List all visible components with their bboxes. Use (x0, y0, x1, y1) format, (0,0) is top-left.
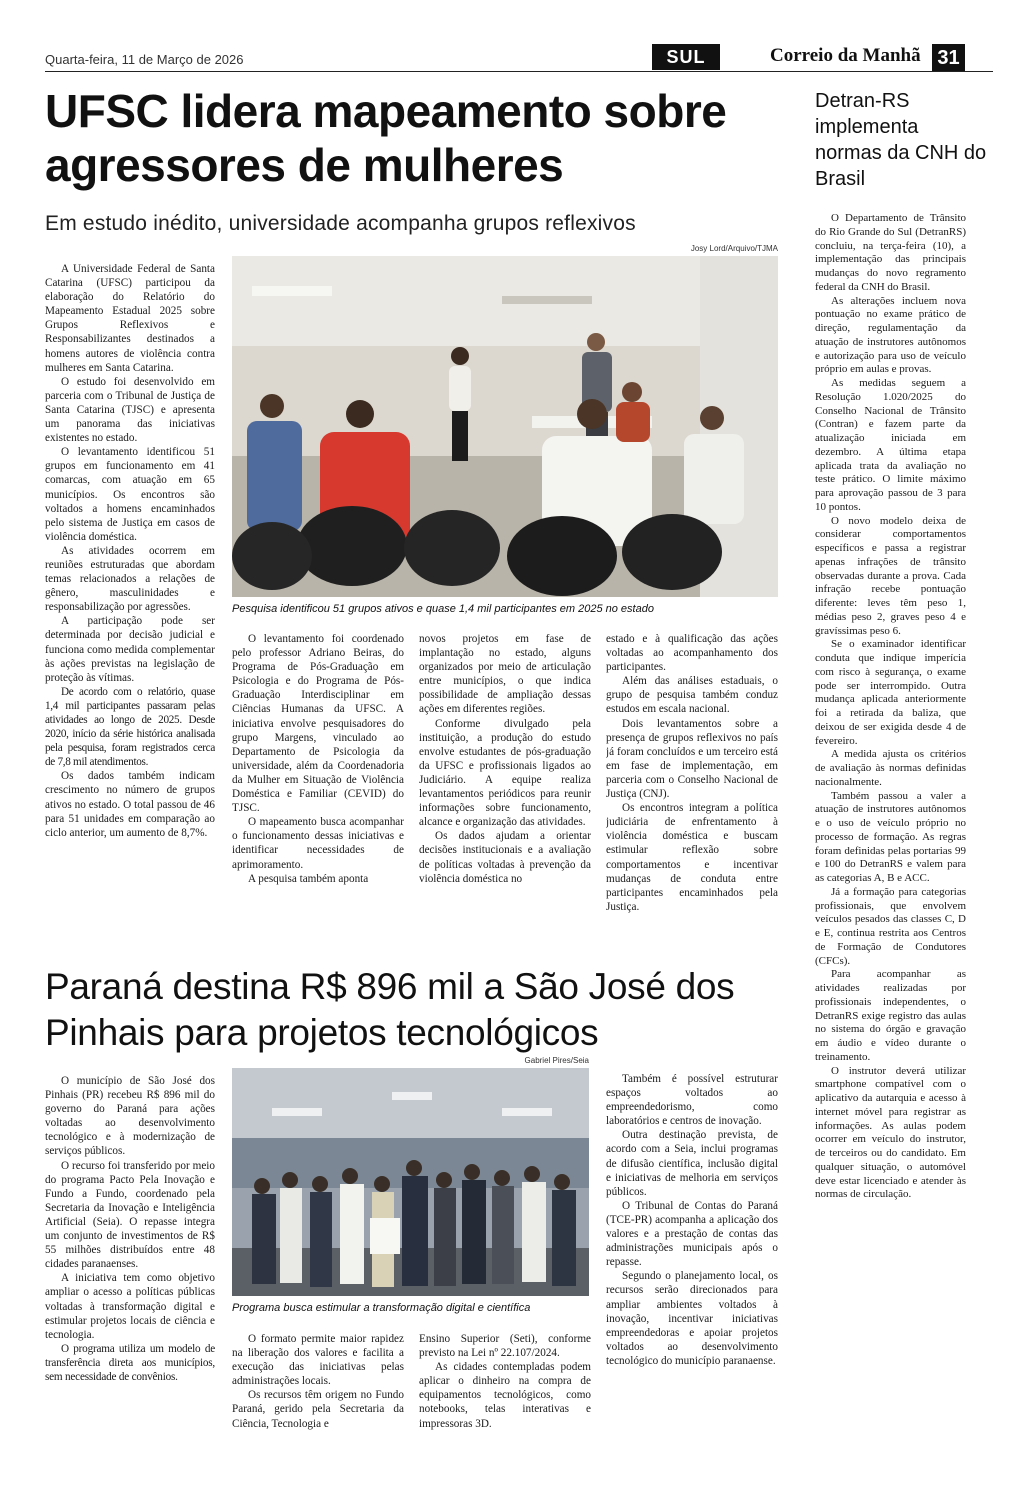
paragraph: Dois levantamentos sobre a presença de grupos reflexivos no país já foram concluídos e um terceiro está em fase de implementação, em parceria com o Conselho Nacional de Justiça (CNJ). (606, 717, 778, 801)
paragraph: Também é possível estruturar espaços voltados ao empreendedorismo, como laboratórios e centros de inovação. (606, 1073, 778, 1128)
paragraph: O novo modelo deixa de considerar comportamentos específicos e passa a registrar apenas infrações de trânsito observadas durante a prova. Cada infração recebe pontuação diferente: leves têm peso 1, médias peso 2, graves peso 4 e gravíssimas peso 6. (815, 514, 966, 637)
paragraph: Outra destinação prevista, de acordo com a Seia, inclui programas de difusão científica, inclusão digital e iniciativas de melhoria em serviços públicos. (606, 1129, 778, 1198)
newspaper-name: Correio da Manhã (770, 45, 921, 66)
paragraph: estado e à qualificação das ações voltadas ao acompanhamento dos participantes. (606, 633, 778, 674)
article2-column-4 (606, 1072, 778, 1450)
article2-photo-credit: Gabriel Pires/Seia (524, 1056, 589, 1065)
sidebar-column (815, 212, 966, 1452)
article1-subtitle: Em estudo inédito, universidade acompanha grupos reflexivos (45, 212, 636, 235)
meeting-room-illustration (232, 256, 778, 597)
article1-column-1 (45, 262, 215, 950)
article1-column-4 (606, 632, 778, 950)
paragraph: Se o examinador identificar conduta que indique imperícia com risco à segurança, o exame pode ser interrompido. Outra mudança aplicada anteriormente foi a retirada da baliza, que deixou de ser exigida desde 4 de fevereiro. (815, 638, 966, 747)
paragraph: Os recursos têm origem no Fundo Paraná, gerido pela Secretaria da Ciência, Tecnologia e (232, 1389, 404, 1430)
issue-date: Quarta-feira, 11 de Março de 2026 (45, 52, 244, 67)
paragraph: As medidas seguem a Resolução 1.020/2025 do Conselho Nacional de Trânsito (Contran) e fazem parte da atualização iniciada em dezembro. A última etapa aplicada trata da avaliação no teste prático. O limite máximo para aprovação passou de 3 para 10 pontos. (815, 377, 966, 513)
article1-column-3 (419, 632, 591, 950)
paragraph: Para acompanhar as atividades realizadas por profissionais independentes, o DetranRS exige registro das aulas no sistema do órgão e gravação em áudio e vídeo durante o treinamento. (815, 968, 966, 1063)
page-number: 31 (932, 44, 965, 72)
paragraph: Segundo o planejamento local, os recursos serão direcionados para ampliar ambientes voltados à inovação, incentivar iniciativas empreendedoras e apoiar projetos voltados ao desenvolvimento tecnológico do município paranaense. (606, 1270, 778, 1367)
paragraph: Também passou a valer a atuação de instrutores autônomos e o uso de veículo próprio no processo de formação. As regras foram definidas pelas portarias 99 e 100 do DetranRS e valem para as categorias A, B e ACC. (815, 789, 966, 884)
paragraph: O Departamento de Trânsito do Rio Grande do Sul (DetranRS) concluiu, na terça-feira (10), a implementação das principais mudanças do novo regramento federal da CNH do Brasil. (815, 212, 966, 293)
paragraph: A Universidade Federal de Santa Catarina (UFSC) participou da elaboração do Relatório do Mapeamento Estadual 2025 sobre Grupos Reflexivos e Responsabilizantes destinados a homens autores de violência contra mulheres em Santa Catarina. (45, 263, 215, 374)
article2-column-2 (232, 1332, 404, 1450)
paragraph: O mapeamento busca acompanhar o funcionamento dessas iniciativas e identificar necessidades de aprimoramento. (232, 816, 404, 871)
article1-photo-caption: Pesquisa identificou 51 grupos ativos e quase 1,4 mil participantes em 2025 no estado (232, 603, 654, 615)
article2-column-1 (45, 1074, 215, 1450)
article2-photo-caption: Programa busca estimular a transformação digital e científica (232, 1302, 531, 1314)
paragraph: O município de São José dos Pinhais (PR) recebeu R$ 896 mil do governo do Paraná para ações voltadas ao desenvolvimento tecnológico e à modernização de serviços públicos. (45, 1075, 215, 1158)
paragraph: As cidades contempladas podem aplicar o dinheiro na compra de equipamentos tecnológicos, como notebooks, telas interativas e impressoras 3D. (419, 1361, 591, 1430)
article2-photo (232, 1068, 589, 1296)
paragraph: O recurso foi transferido por meio do programa Pacto Pela Inovação e Fundo a Fundo, coordenado pela Secretaria da Inovação e Inteligência Artificial (Seia). O repasse integra um conjunto de investimentos de R$ 55 milhões distribuídos entre 48 cidades paranaenses. (45, 1159, 215, 1271)
paragraph: Conforme divulgado pela instituição, a produção do estudo envolve estudantes de pós-graduação da UFSC e profissionais ligados ao Judiciário. A equipe realiza levantamentos periódicos para reunir informações sobre funcionamento, alcance e organização das atividades. (419, 717, 591, 829)
article1-headline: UFSC lidera mapeamento sobre agressores de mulheres (45, 85, 727, 191)
article2-column-3 (419, 1332, 591, 1450)
paragraph: Os encontros integram a política judiciária de enfrentamento à violência doméstica e buscam estimular reflexão sobre comportamentos e incentivar mudanças de conduta entre participantes encaminhados pela Justiça. (606, 802, 778, 913)
section-tag: SUL (652, 44, 720, 70)
paragraph: Além das análises estaduais, o grupo de pesquisa também conduz estudos em escala nacional. (606, 675, 778, 716)
paragraph: O programa utiliza um modelo de transferência direta aos municípios, sem necessidade de convênios. (45, 1342, 215, 1383)
paragraph: novos projetos em fase de implantação no estado, alguns organizados por meio de articulação entre municípios, o que indica possibilidade de ampliação dessas ações em diferentes regiões. (419, 633, 591, 716)
article1-photo-credit: Josy Lord/Arquivo/TJMA (690, 244, 778, 253)
paragraph: A pesquisa também aponta (248, 872, 369, 885)
paragraph: Ensino Superior (Seti), conforme previsto na Lei nº 22.107/2024. (419, 1333, 591, 1360)
paragraph: Os dados também indicam crescimento no número de grupos ativos no estado. O total passou de 46 para 51 unidades em comparação ao ciclo anterior, um aumento de 8,7%. (45, 770, 215, 839)
article1-column-2 (232, 632, 404, 950)
paragraph: A participação pode ser determinada por decisão judicial e funciona como medida complementar às ações previstas na legislação de proteção às vítimas. (45, 615, 215, 684)
paragraph: A medida ajusta os critérios de avaliação às normas definidas nacionalmente. (815, 748, 966, 788)
group-photo-illustration (232, 1068, 589, 1296)
article2-headline: Paraná destina R$ 896 mil a São José dos Pinhais para projetos tecnológicos (45, 966, 735, 1053)
paragraph: O levantamento foi coordenado pelo professor Adriano Beiras, do Programa de Pós-Graduação em Psicologia e do Programa de Pós-Graduação Interdisciplinar em Ciências Humanas da UFSC. A iniciativa envolve pesquisadores do grupo Margens, vinculado ao Departamento de Psicologia da universidade, além da Coordenadoria da Mulher em Situação de Violência Doméstica e Familiar (CEVID) do TJSC. (232, 633, 404, 815)
sidebar-headline: Detran-RS implementa normas da CNH do Brasil (815, 90, 987, 190)
paragraph: O Tribunal de Contas do Paraná (TCE-PR) acompanha a aplicação dos valores e a prestação de contas das administrações municipais após o repasse. (606, 1199, 778, 1269)
paragraph: O levantamento identificou 51 grupos em funcionamento em 41 comarcas, com atuação em 65 municípios. Os encontros são voltados a homens encaminhados pelo sistema de Justiça em casos de violência doméstica. (45, 446, 215, 543)
paragraph: De acordo com o relatório, quase 1,4 mil participantes passaram pelas atividades ao longo de 2025. Desde 2020, início da série histórica analisada pela pesquisa, foram registrados cerca de 7,8 mil atendimentos. (45, 685, 215, 769)
paragraph: Os dados ajudam a orientar decisões institucionais e a avaliação de políticas voltadas à prevenção da violência doméstica no (419, 830, 591, 885)
paragraph: O formato permite maior rapidez na liberação dos valores e facilita a execução das iniciativas pelas administrações locais. (232, 1333, 404, 1388)
paragraph: A iniciativa tem como objetivo ampliar o acesso a políticas públicas voltadas à transformação digital e estimular projetos locais de ciência e tecnologia. (45, 1272, 215, 1341)
paragraph: Já a formação para categorias profissionais, que envolvem veículos pesados das classes C, D e E, continua restrita aos Centros de Formação de Condutores (CFCs). (815, 885, 966, 967)
paragraph: O estudo foi desenvolvido em parceria com o Tribunal de Justiça de Santa Catarina (TJSC) e apresenta um panorama das iniciativas existentes no estado. (45, 375, 215, 445)
article1-photo (232, 256, 778, 597)
paragraph: O instrutor deverá utilizar smartphone compatível com o aplicativo da autarquia e acesso à internet móvel para registrar as informações. As aulas podem ocorrer em veículo do instrutor, de terceiros ou do candidato. Em qualquer situação, o automóvel deve estar licenciado e atender às normas de circulação. (815, 1064, 966, 1201)
paragraph: As atividades ocorrem em reuniões estruturadas que abordam temas relacionados a relações de gênero, masculinidades e responsabilização por agressões. (45, 544, 215, 614)
paragraph: As alterações incluem nova pontuação no exame prático de direção, regulamentação da atuação de instrutores autônomos e autorização para uso de veículo próprio em aulas e provas. (815, 294, 966, 376)
header-rule (45, 71, 993, 72)
